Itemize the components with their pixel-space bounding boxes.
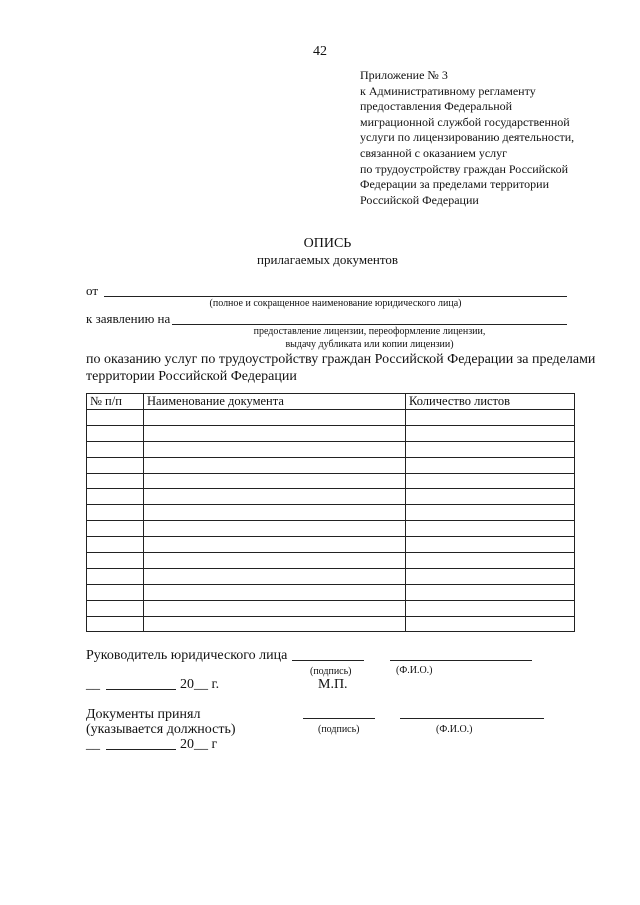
header-document-name: Наименование документа [144, 394, 406, 410]
table-row [87, 584, 575, 600]
received-signature-line[interactable] [303, 718, 375, 719]
table-row [87, 553, 575, 569]
cell-number[interactable] [87, 553, 144, 569]
appendix-line: предоставления Федеральной [360, 99, 513, 114]
appendix-line: к Административному регламенту [360, 83, 536, 98]
cell-sheet-count[interactable] [406, 584, 575, 600]
cell-number[interactable] [87, 457, 144, 473]
cell-document-name[interactable] [144, 553, 406, 569]
cell-document-name[interactable] [144, 410, 406, 426]
cell-number[interactable] [87, 473, 144, 489]
received-signature-hint: (подпись) [318, 724, 360, 735]
cell-document-name[interactable] [144, 425, 406, 441]
head-label: Руководитель юридического лица [86, 648, 288, 663]
appendix-line: Федерации за пределами территории [360, 177, 550, 192]
cell-document-name[interactable] [144, 600, 406, 616]
cell-sheet-count[interactable] [406, 410, 575, 426]
table-row [87, 568, 575, 584]
date-year: 20__ г. [180, 677, 220, 692]
table-row [87, 521, 575, 537]
cell-sheet-count[interactable] [406, 425, 575, 441]
appendix-line: услуги по лицензированию деятельности, [360, 130, 575, 145]
table-header-row [87, 394, 575, 410]
received-fio-line[interactable] [400, 718, 544, 719]
cell-number[interactable] [87, 489, 144, 505]
head-fio-line[interactable] [390, 660, 532, 661]
cell-number[interactable] [87, 410, 144, 426]
cell-sheet-count[interactable] [406, 473, 575, 489]
date-month-line[interactable] [106, 689, 176, 690]
table-body [87, 410, 575, 632]
cell-number[interactable] [87, 425, 144, 441]
head-signature-hint: (подпись) [310, 666, 352, 677]
cell-document-name[interactable] [144, 505, 406, 521]
cell-document-name[interactable] [144, 521, 406, 537]
table-row [87, 537, 575, 553]
cell-number[interactable] [87, 616, 144, 632]
table-row [87, 505, 575, 521]
from-hint: (полное и сокращенное наименование юридического лица) [209, 298, 462, 309]
cell-number[interactable] [87, 537, 144, 553]
head-fio-hint: (Ф.И.О.) [396, 665, 433, 676]
cell-document-name[interactable] [144, 616, 406, 632]
cell-sheet-count[interactable] [406, 521, 575, 537]
cell-number[interactable] [87, 521, 144, 537]
from-label: от [86, 283, 99, 298]
appendix-line: миграционной службой государственной [360, 114, 570, 129]
cell-sheet-count[interactable] [406, 505, 575, 521]
purpose-line2: территории Российской Федерации [86, 369, 297, 384]
table-row [87, 473, 575, 489]
cell-document-name[interactable] [144, 473, 406, 489]
cell-number[interactable] [87, 505, 144, 521]
application-label: к заявлению на [86, 311, 171, 326]
cell-number[interactable] [87, 441, 144, 457]
table-row [87, 425, 575, 441]
header-sheet-count: Количество листов [406, 394, 575, 410]
table-row [87, 616, 575, 632]
cell-document-name[interactable] [144, 457, 406, 473]
application-field-line[interactable] [172, 324, 567, 325]
table-row [87, 457, 575, 473]
cell-sheet-count[interactable] [406, 553, 575, 569]
cell-sheet-count[interactable] [406, 537, 575, 553]
received-date-year: 20__ г [180, 737, 218, 752]
appendix-header [360, 68, 574, 208]
cell-number[interactable] [87, 584, 144, 600]
received-label: Документы принял [86, 707, 201, 722]
cell-document-name[interactable] [144, 441, 406, 457]
page-number: 42 [313, 44, 327, 59]
cell-number[interactable] [87, 568, 144, 584]
header-number: № п/п [87, 394, 144, 410]
date-day: __ [86, 677, 100, 692]
stamp-label: М.П. [318, 677, 348, 692]
cell-document-name[interactable] [144, 584, 406, 600]
application-hint-line2: выдачу дубликата или копии лицензии) [285, 339, 454, 350]
table-row [87, 600, 575, 616]
received-fio-hint: (Ф.И.О.) [436, 724, 473, 735]
appendix-line: связанной с оказанием услуг [360, 145, 508, 160]
table-row [87, 441, 575, 457]
cell-document-name[interactable] [144, 568, 406, 584]
cell-sheet-count[interactable] [406, 441, 575, 457]
document-title: ОПИСЬ [303, 236, 352, 251]
from-field-line[interactable] [104, 296, 567, 297]
cell-document-name[interactable] [144, 537, 406, 553]
application-hint-line1: предоставление лицензии, переоформление лицензии, [253, 326, 486, 337]
cell-sheet-count[interactable] [406, 489, 575, 505]
table-row [87, 489, 575, 505]
received-date-day: __ [86, 737, 100, 752]
received-date-month-line[interactable] [106, 749, 176, 750]
purpose-line1: по оказанию услуг по трудоустройству граждан Российской Федерации за пределами [86, 352, 596, 367]
cell-sheet-count[interactable] [406, 616, 575, 632]
appendix-line: по трудоустройству граждан Российской [360, 161, 569, 176]
cell-number[interactable] [87, 600, 144, 616]
table-row [87, 410, 575, 426]
cell-document-name[interactable] [144, 489, 406, 505]
appendix-line: Приложение № 3 [360, 68, 448, 82]
document-subtitle: прилагаемых документов [257, 252, 398, 267]
appendix-line: Российской Федерации [360, 192, 479, 207]
cell-sheet-count[interactable] [406, 568, 575, 584]
position-hint: (указывается должность) [86, 722, 236, 737]
documents-table [86, 393, 575, 632]
cell-sheet-count[interactable] [406, 457, 575, 473]
cell-sheet-count[interactable] [406, 600, 575, 616]
head-signature-line[interactable] [292, 660, 364, 661]
